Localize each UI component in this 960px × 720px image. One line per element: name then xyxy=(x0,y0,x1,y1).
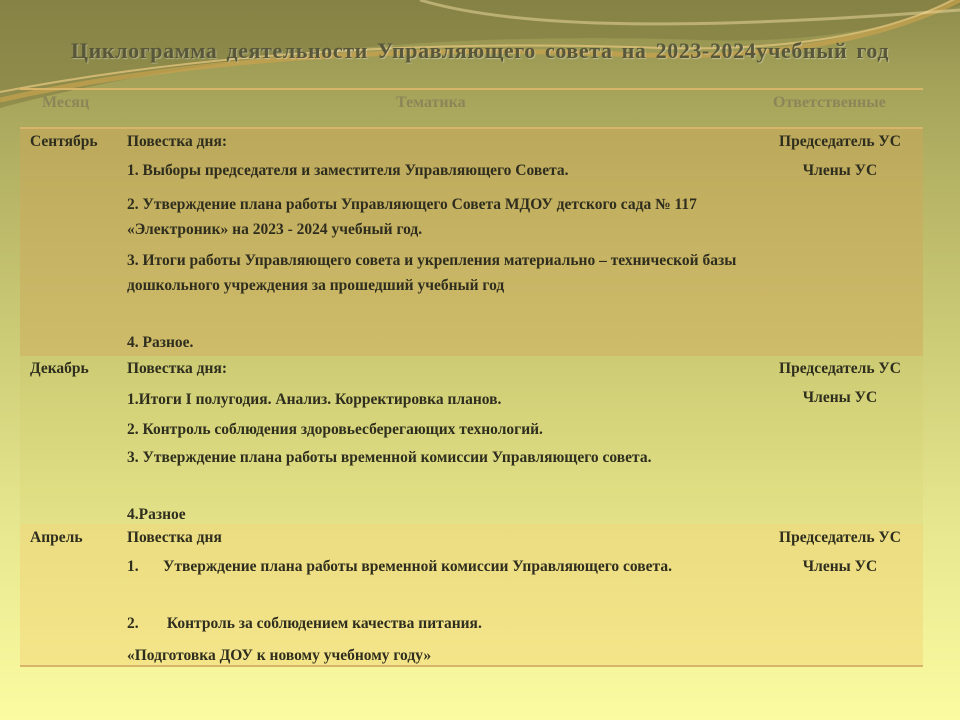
agenda-item: 3. Итоги работы Управляющего совета и укрепления материально – технической базы дошкольного учреждения за прошедший учебный год xyxy=(127,252,737,294)
agenda-item: 1.Итоги I полугодия. Анализ. Корректировка планов. xyxy=(127,391,502,408)
item-number: 1. xyxy=(127,558,139,575)
header-responsible: Ответственные xyxy=(773,94,886,111)
page-title: Циклограмма деятельности Управляющего совета на 2023-2024учебный год xyxy=(70,38,890,63)
month-cell: Декабрь xyxy=(30,360,89,377)
agenda-item: 4. Разное. xyxy=(127,334,194,351)
item-text: Контроль за соблюдением качества питания. xyxy=(163,615,482,632)
month-cell: Сентябрь xyxy=(30,133,98,150)
responsible-chair: Председатель УС xyxy=(779,360,901,377)
item-number: 2. xyxy=(127,615,139,632)
responsible-members: Члены УС xyxy=(802,162,878,179)
agenda-item: «Подготовка ДОУ к новому учебному году» xyxy=(127,647,432,664)
responsible-members: Члены УС xyxy=(802,389,878,406)
agenda-item: 1. Выборы председателя и заместителя Управляющего Совета. xyxy=(127,162,569,179)
agenda-item: 2. Контроль соблюдения здоровьесберегающих технологий. xyxy=(127,421,543,438)
agenda-label: Повестка дня: xyxy=(127,360,227,377)
agenda-item xyxy=(127,611,737,636)
decorative-swoosh xyxy=(0,0,960,140)
responsible-members: Члены УС xyxy=(802,558,878,575)
agenda-item: 2. Утверждение плана работы Управляющего Совета МДОУ детского сада № 117 «Электроник» на 2023 - 2024 учебный год. xyxy=(127,196,697,238)
agenda-item: 4.Разное xyxy=(127,506,186,523)
header-topic: Тематика xyxy=(396,94,466,111)
agenda-label: Повестка дня xyxy=(127,529,222,546)
month-cell: Апрель xyxy=(30,529,83,546)
divider xyxy=(20,88,923,90)
agenda-label: Повестка дня: xyxy=(127,133,227,150)
header-month: Месяц xyxy=(42,94,90,111)
responsible-chair: Председатель УС xyxy=(779,529,901,546)
agenda-item xyxy=(127,554,737,579)
item-text: Утверждение плана работы временной комиссии Управляющего совета. xyxy=(163,558,672,575)
agenda-item: 3. Утверждение плана работы временной комиссии Управляющего совета. xyxy=(127,449,652,466)
responsible-chair: Председатель УС xyxy=(779,133,901,150)
